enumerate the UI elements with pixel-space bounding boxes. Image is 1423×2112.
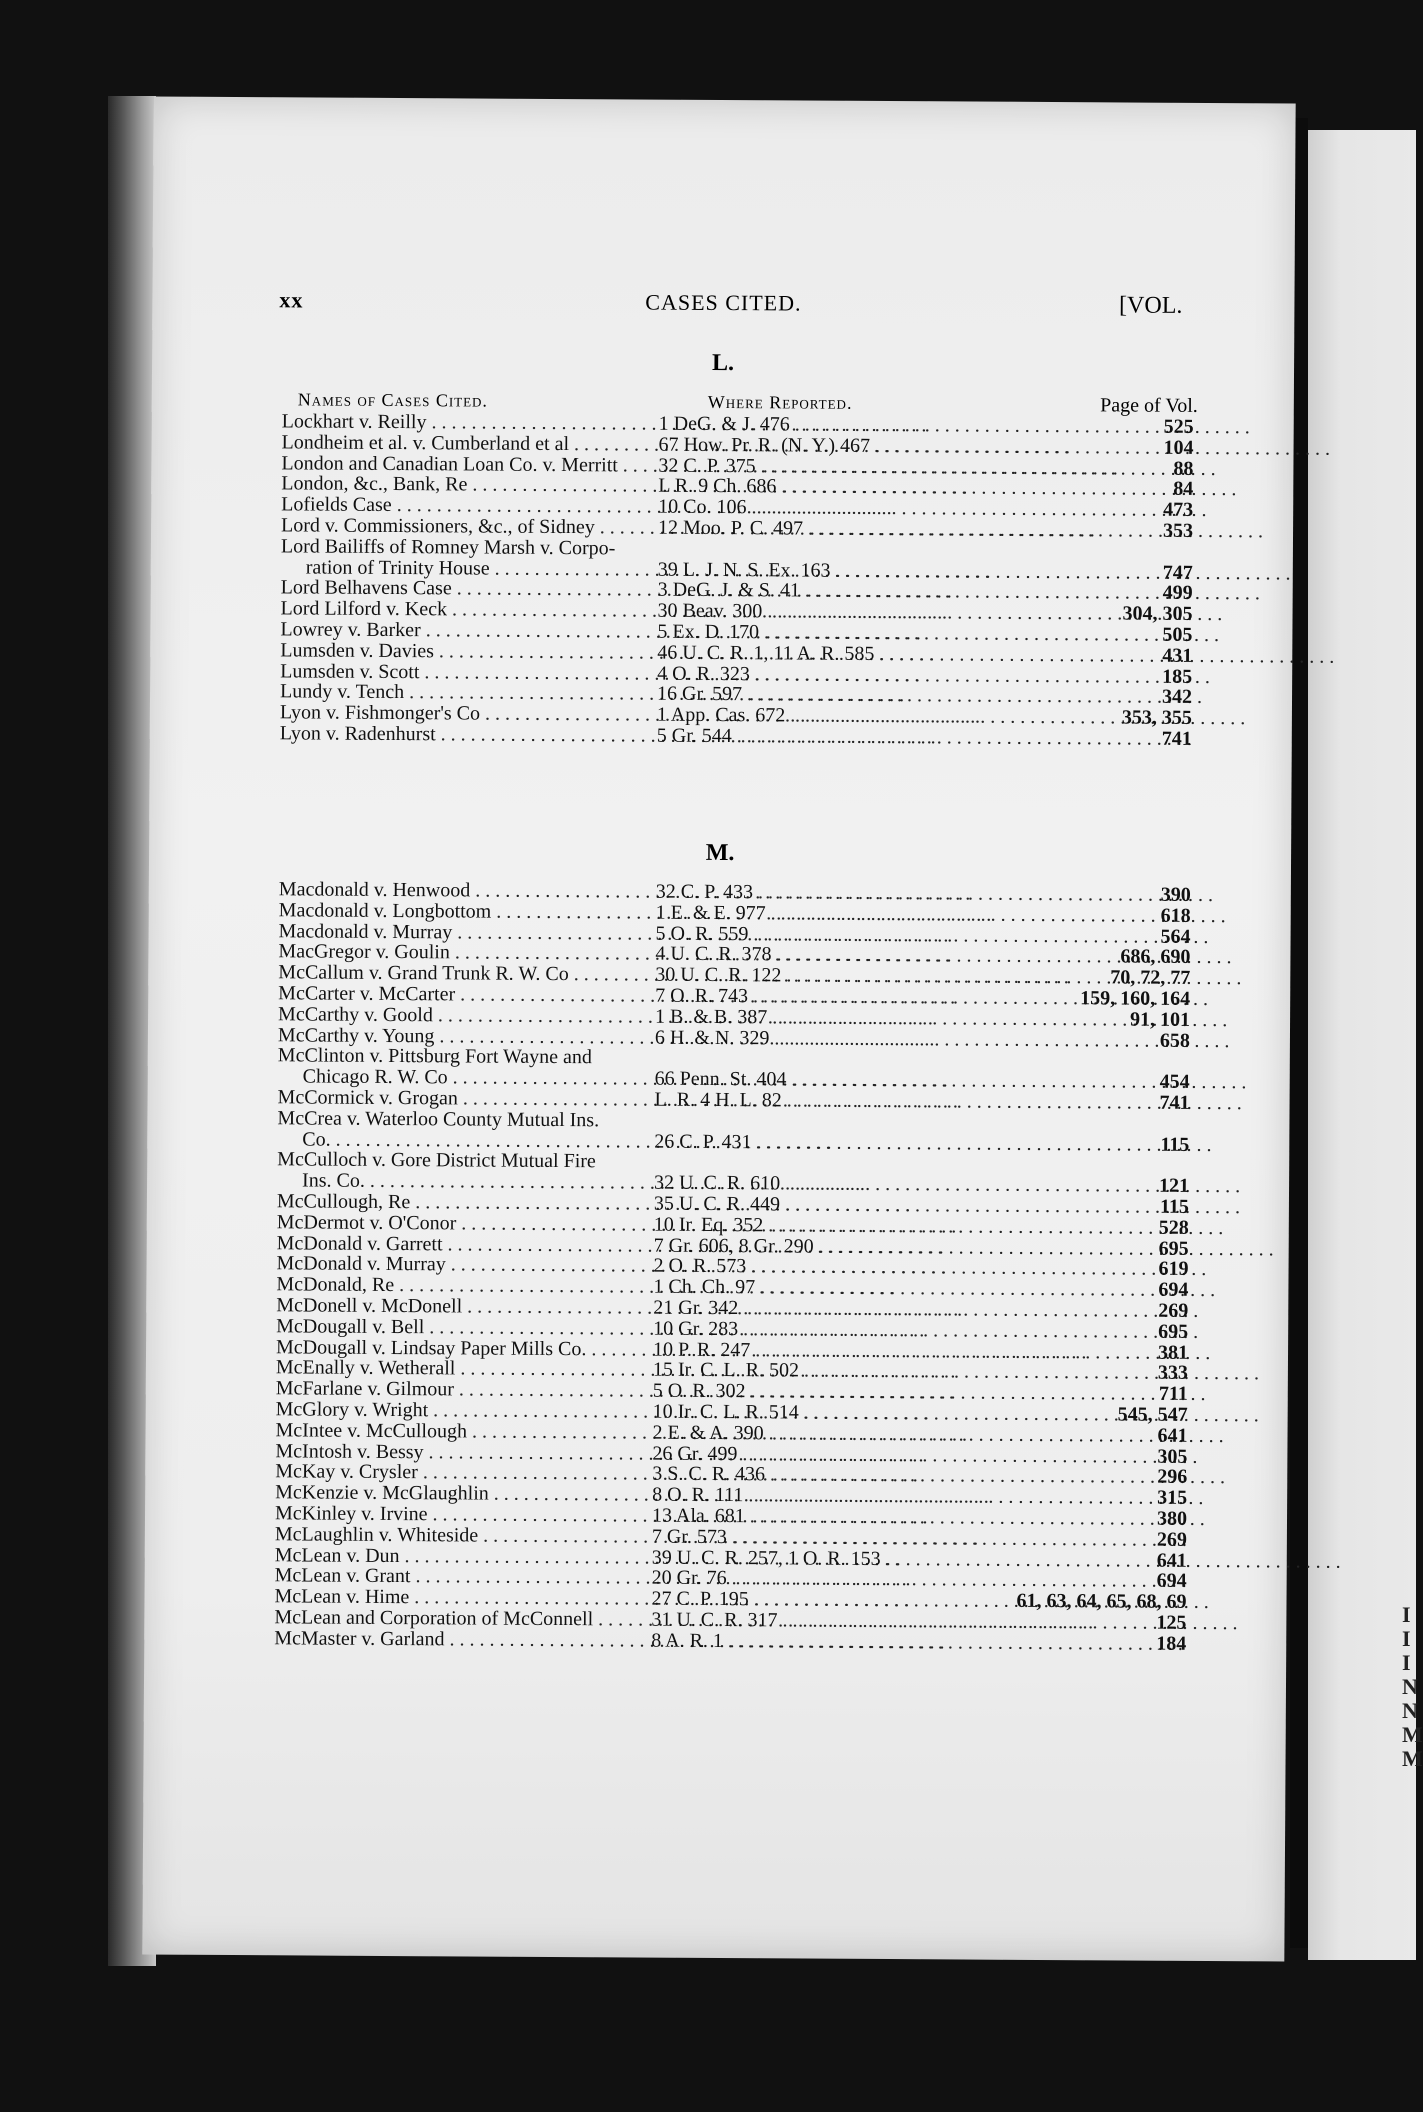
case-name: McDonald, Re . . .: [276, 1274, 648, 1297]
case-name: McCarthy v. Goold . . .: [278, 1004, 650, 1027]
case-page: 641: [1156, 1549, 1187, 1572]
case-name: McEnally v. Wetherall . . .: [276, 1358, 648, 1381]
case-page: 641: [1157, 1424, 1188, 1447]
case-reporter: L R. 9 Ch. 686 . . .: [658, 476, 964, 499]
case-name: Macdonald v. Henwood . . .: [279, 879, 651, 902]
case-name: McCallum v. Grand Trunk R. W. Co . . .: [278, 962, 650, 985]
case-page: 88: [1173, 457, 1194, 480]
case-page: 184: [1156, 1632, 1187, 1655]
case-reporter: 20 Gr. 76 . . .: [652, 1568, 958, 1591]
case-name: Londheim et al. v. Cumberland et al . . .: [282, 432, 654, 455]
case-name: McDonald v. Garrett . . .: [277, 1233, 649, 1256]
case-page: 695: [1158, 1320, 1189, 1343]
facing-page-fragment: I: [1402, 1602, 1411, 1627]
col-head-names: Names of Cases Cited.: [297, 389, 489, 411]
case-name: McGlory v. Wright . . .: [276, 1399, 648, 1422]
case-reporter: 66 Penn. St. 404 . . .: [655, 1069, 961, 1092]
case-page: 115: [1160, 1133, 1190, 1156]
case-reporter: 3 DeG. J. & S. 41 . . .: [658, 580, 964, 603]
case-name: ration of Trinity House . . .: [306, 557, 678, 580]
case-page: 353: [1162, 519, 1194, 542]
case-name: Ins. Co. . . .: [302, 1171, 674, 1194]
case-name: Lumsden v. Scott . . .: [280, 661, 652, 684]
case-name: London and Canadian Loan Co. v. Merritt . . .: [281, 453, 653, 476]
case-name: McCrea v. Waterloo County Mutual Ins.: [277, 1107, 600, 1132]
case-name: MacGregor v. Goulin . . .: [278, 942, 650, 965]
case-reporter: 2 O. R. 573 . . .: [653, 1256, 959, 1279]
case-page: 686, 690: [1120, 945, 1191, 969]
case-page: 115: [1159, 1195, 1189, 1218]
case-page: 619: [1158, 1258, 1189, 1281]
case-name: McCarthy v. Young . . .: [278, 1025, 650, 1048]
case-name: McDonell v. McDonell . . .: [276, 1295, 648, 1318]
case-page: 747: [1162, 561, 1193, 584]
case-name: McCormick v. Grogan . . .: [278, 1087, 650, 1110]
case-reporter: 32 C. P. 375 . . .: [658, 455, 964, 478]
case-reporter: 1 App. Cas. 672 . . .: [657, 705, 963, 728]
case-reporter: 10 Ir. C. L. R. 514 . . .: [653, 1402, 959, 1425]
case-name: McKenzie v. McGlaughlin . . .: [275, 1482, 647, 1505]
running-head: [152, 287, 1294, 334]
case-name: McDougall v. Bell . . .: [276, 1316, 648, 1339]
facing-page-fragment: N: [1402, 1674, 1418, 1699]
facing-page-fragment: M: [1402, 1722, 1423, 1747]
facing-page-fragment: N: [1402, 1698, 1418, 1723]
case-page: 658: [1159, 1029, 1191, 1052]
case-reporter: 10 Ir. Eq. 352 . . .: [654, 1214, 960, 1237]
case-page: 454: [1159, 1070, 1190, 1094]
case-name: Lundy v. Tench . . .: [280, 682, 652, 705]
case-page: 694: [1158, 1278, 1189, 1302]
case-reporter: 5 O. R. 302 . . .: [653, 1381, 959, 1404]
case-page: 499: [1162, 582, 1193, 605]
case-reporter: 5 O. R. 559 . . .: [656, 923, 962, 946]
case-name: McCulloch v. Gore District Mutual Fire: [277, 1148, 596, 1173]
case-page: 269: [1158, 1299, 1189, 1322]
facing-page: [1308, 130, 1416, 1960]
case-name: McLean v. Hime . . .: [274, 1586, 646, 1609]
case-name: McDonald v. Murray . . .: [276, 1254, 648, 1277]
section-heading-l: L.: [711, 349, 735, 377]
case-name: Lord Belhavens Case . . .: [281, 578, 653, 601]
case-page: 528: [1158, 1216, 1189, 1239]
case-page: 525: [1163, 415, 1194, 438]
case-reporter: 2 E. & A. 390 . . .: [652, 1422, 958, 1445]
case-reporter: 7 O. R. 743 . . .: [655, 986, 961, 1009]
case-reporter: 10 P. R. 247 . . .: [653, 1339, 959, 1362]
case-page: 380: [1156, 1507, 1188, 1530]
case-name: Macdonald v. Murray . . .: [279, 921, 651, 944]
case-page: 61, 63, 64, 65, 68, 69: [1016, 1589, 1187, 1613]
case-name: McMaster v. Garland . . .: [274, 1628, 646, 1651]
case-reporter: L. R. 4 H. L. 82 . . .: [655, 1090, 961, 1113]
case-reporter: 67 How. Pr. R. (N. Y.) 467 . . .: [659, 434, 965, 457]
case-name: Co. . . .: [302, 1129, 674, 1152]
case-page: 269: [1156, 1528, 1187, 1551]
case-name: McIntosh v. Bessy . . .: [275, 1441, 647, 1464]
case-name: McLaughlin v. Whiteside . . .: [275, 1524, 647, 1547]
case-page: 104: [1163, 436, 1194, 459]
case-page: 695: [1158, 1237, 1189, 1260]
case-name: Lofields Case . . .: [281, 495, 653, 518]
case-reporter: 1 DeG. & J. 476 . . .: [659, 414, 965, 437]
case-reporter: 6 H. & N. 329 . . .: [655, 1027, 961, 1050]
case-reporter: 35 U. C. R. 449 . . .: [654, 1194, 960, 1217]
case-name: McCullough, Re . . .: [277, 1191, 649, 1214]
case-reporter: 12 Moo. P. C. 497 . . .: [658, 518, 964, 541]
case-reporter: 13 Ala. 681 . . .: [652, 1506, 958, 1529]
case-reporter: 30 U. C. R. 122 . . .: [655, 965, 961, 988]
case-page: 711: [1158, 1382, 1188, 1405]
case-name: McFarlane v. Gilmour . . .: [276, 1378, 648, 1401]
case-page: 431: [1162, 644, 1193, 667]
case-reporter: 4 O. R. 323 . . .: [657, 663, 963, 686]
case-page: 473: [1163, 498, 1194, 522]
case-page: 381: [1157, 1341, 1189, 1364]
case-page: 84: [1173, 478, 1194, 501]
case-entry: [150, 722, 1292, 750]
case-page: 505: [1162, 623, 1193, 646]
case-reporter: 27 C. P. 195 . . .: [651, 1589, 957, 1612]
case-name: Lyon v. Radenhurst . . .: [280, 723, 652, 746]
case-reporter: 1 E. & E. 977 . . .: [656, 902, 962, 925]
case-reporter: 10 Co. 106 . . .: [658, 497, 964, 520]
case-name: McKay v. Crysler . . .: [275, 1462, 647, 1485]
case-name: McLean v. Dun . . .: [275, 1545, 647, 1568]
case-page: 342: [1161, 686, 1193, 709]
case-page: 159, 160, 164: [1080, 987, 1191, 1010]
case-reporter: 21 Gr. 342 . . .: [653, 1298, 959, 1321]
case-name: McLean and Corporation of McConnell . . .: [274, 1607, 646, 1630]
case-page: 390: [1160, 883, 1191, 906]
volume-ref: [VOL.: [1119, 292, 1183, 319]
case-page: 121: [1158, 1174, 1190, 1198]
case-page: 296: [1157, 1465, 1188, 1489]
case-name: Lord Lilford v. Keck . . .: [280, 598, 652, 621]
case-reporter: 26 C. P. 431 . . .: [654, 1131, 960, 1154]
section-heading-m: M.: [705, 839, 735, 867]
col-head-where: Where Reported.: [707, 391, 853, 413]
case-reporter: 3 S. C. R. 436 . . .: [652, 1464, 958, 1487]
case-page: 91, 101: [1129, 1008, 1191, 1031]
case-page: 70, 72, 77: [1110, 966, 1191, 990]
case-reporter: 10 Gr. 283 . . .: [653, 1318, 959, 1341]
case-name: Lord v. Commissioners, &c., of Sidney . . .: [281, 515, 653, 538]
case-reporter: 8 A. R. 1 . . .: [651, 1630, 957, 1653]
facing-page-fragment: I: [1402, 1626, 1411, 1651]
case-name: Macdonald v. Longbottom . . .: [279, 900, 651, 923]
case-reporter: 16 Gr. 597 . . .: [657, 684, 963, 707]
page-title: CASES CITED.: [645, 289, 802, 316]
case-page: 305: [1157, 1445, 1188, 1468]
case-page: 694: [1156, 1569, 1187, 1593]
case-name: Lowrey v. Barker . . .: [280, 619, 652, 642]
case-reporter: 39 L. J. N. S. Ex. 163 . . .: [658, 559, 964, 582]
case-name: McClinton v. Pittsburg Fort Wayne and: [277, 1044, 593, 1069]
case-name: Chicago R. W. Co . . .: [303, 1067, 675, 1090]
case-page: 741: [1161, 727, 1192, 750]
case-name: McCarter v. McCarter . . .: [278, 983, 650, 1006]
case-list-l: [150, 411, 1294, 751]
facing-page-fragment: I: [1402, 1650, 1411, 1675]
case-reporter: 7 Gr. 573 . . .: [652, 1526, 958, 1549]
case-reporter: 8 O. R. 111 . . .: [652, 1485, 958, 1508]
page-folio: xx: [279, 287, 304, 313]
case-list-m: [144, 879, 1291, 1655]
case-name: Lumsden v. Davies . . .: [280, 640, 652, 663]
case-page: 353, 355: [1121, 706, 1192, 730]
case-page: 125: [1156, 1611, 1187, 1634]
case-reporter: 1 B. & B. 387 . . .: [655, 1006, 961, 1029]
case-page: 618: [1160, 904, 1191, 927]
case-reporter: 46 U. C. R. 1, 11 A. R. 585 . . .: [657, 642, 963, 665]
case-name: McDermot v. O'Conor . . .: [277, 1212, 649, 1235]
case-reporter: 5 Ex. D. 170 . . .: [657, 622, 963, 645]
case-name: Lord Bailiffs of Romney Marsh v. Corpo-: [280, 535, 616, 560]
case-reporter: 32 C. P. 433 . . .: [656, 882, 962, 905]
case-page: 304, 305: [1122, 602, 1193, 626]
case-name: London, &c., Bank, Re . . .: [281, 474, 653, 497]
case-name: McKinley v. Irvine . . .: [275, 1503, 647, 1526]
case-name: McLean v. Grant . . .: [275, 1566, 647, 1589]
facing-page-fragment: M: [1402, 1746, 1423, 1771]
case-reporter: 30 Beav. 300 . . .: [657, 601, 963, 624]
case-reporter: 31 U. C. R. 317 . . .: [651, 1609, 957, 1632]
case-name: McDougall v. Lindsay Paper Mills Co. . . .: [276, 1337, 648, 1360]
case-reporter: 4 U. C. R. 378 . . .: [655, 944, 961, 967]
case-reporter: 15 Ir. C. L. R. 502 . . .: [653, 1360, 959, 1383]
case-reporter: 1 Ch. Ch. 97 . . .: [653, 1277, 959, 1300]
case-name: Lockhart v. Reilly . . .: [282, 411, 654, 434]
case-page: 315: [1157, 1486, 1188, 1509]
case-reporter: 5 Gr. 544 . . .: [657, 726, 963, 749]
case-page: 741: [1159, 1091, 1190, 1114]
case-reporter: 7 Gr. 606, 8 Gr. 290 . . .: [654, 1235, 960, 1258]
col-head-page: Page of Vol.: [1100, 394, 1198, 417]
case-name: McIntee v. McCullough . . .: [275, 1420, 647, 1443]
case-reporter: 26 Gr. 499 . . .: [652, 1443, 958, 1466]
case-page: 545, 547: [1117, 1403, 1188, 1426]
case-page: 333: [1157, 1362, 1188, 1385]
case-name: Lyon v. Fishmonger's Co . . .: [280, 702, 652, 725]
case-page: 185: [1162, 665, 1193, 688]
case-reporter: 39 U. C. R. 257, 1 O. R. 153 . . .: [652, 1547, 958, 1570]
case-reporter: 32 U. C. R. 610 . . .: [654, 1173, 960, 1196]
case-page: 564: [1160, 925, 1191, 948]
book-page: [142, 97, 1295, 1962]
